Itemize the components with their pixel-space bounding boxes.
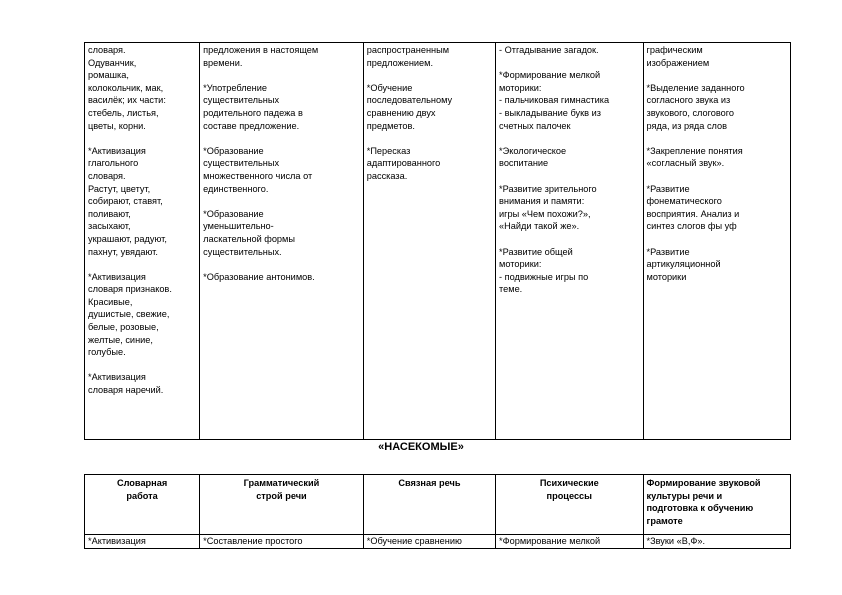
cell-paragraph: *Образование уменьшительно- ласкательной формы существительных.: [203, 208, 295, 257]
cell-paragraph: - Отгадывание загадок.: [499, 45, 599, 55]
header-mental-processes: Психические процессы: [496, 475, 643, 535]
cell-paragraph: *Пересказ адаптированного рассказа.: [366, 145, 441, 181]
table-cell-mental-processes: [496, 43, 643, 440]
cell-paragraph: словаря. Одуванчик, ромашка, колокольчик, мак, василёк; их части: стебель, листья, цветы, корни.: [88, 45, 166, 131]
table-cell-grammar: [200, 43, 364, 440]
cell-paragraph: *Развитие артикуляционной моторики: [646, 246, 721, 282]
table-row: [85, 43, 791, 440]
cell-paragraph: предложения в настоящем времени.: [203, 45, 319, 68]
table-cell-connected-speech: [363, 43, 495, 440]
lesson-plan-table-insects: [84, 474, 791, 549]
table-cell: *Звуки «В,Ф».: [643, 535, 791, 549]
cell-paragraph: *Выделение заданного согласного звука из звукового, слогового ряда, из ряда слов: [646, 82, 745, 131]
cell-paragraph: *Формирование мелкой моторики: - пальчиковая гимнастика - выкладывание букв из счетных палочек: [499, 70, 610, 131]
cell-paragraph: *Развитие общей моторики: - подвижные игры по теме.: [499, 246, 589, 295]
table-cell: *Составление простого: [200, 535, 364, 549]
table-cell: *Формирование мелкой: [496, 535, 643, 549]
cell-paragraph: распространенным предложением.: [366, 45, 450, 68]
cell-paragraph: *Развитие фонематического восприятия. Анализ и синтез слогов фы уф: [646, 183, 740, 232]
table-cell: *Обучение сравнению: [363, 535, 495, 549]
cell-paragraph: *Употребление существительных родительного падежа в составе предложение.: [203, 82, 303, 131]
lesson-plan-table-continued: [84, 42, 791, 440]
cell-paragraph: *Образование антонимов.: [203, 271, 315, 282]
section-title: «НАСЕКОМЫЕ»: [378, 441, 464, 453]
cell-paragraph: *Активизация глагольного словаря. Растут, цветут, собирают, ставят, поливают, засыхают, украшают, радуют, пахнут, увядают.: [88, 145, 167, 257]
table-cell-sound-culture: [643, 43, 791, 440]
header-grammar: Грамматический строй речи: [200, 475, 364, 535]
header-vocabulary: Словарная работа: [85, 475, 200, 535]
table-header-row: [85, 475, 791, 535]
cell-paragraph: *Развитие зрительного внимания и памяти: игры «Чем похожи?», «Найди такой же».: [499, 183, 597, 232]
cell-paragraph: *Закрепление понятия «согласный звук».: [646, 145, 743, 169]
header-connected-speech: Связная речь: [363, 475, 495, 535]
table-cell-vocabulary: [85, 43, 200, 440]
cell-paragraph: *Образование существительных множественного числа от единственного.: [203, 145, 313, 194]
cell-paragraph: *Активизация словаря наречий.: [88, 372, 164, 396]
cell-paragraph: графическим изображением: [646, 45, 710, 68]
cell-paragraph: *Экологическое воспитание: [499, 145, 567, 169]
cell-paragraph: *Активизация словаря признаков. Красивые, душистые, свежие, белые, розовые, желтые, синие, голубые.: [88, 271, 172, 358]
cell-paragraph: *Обучение последовательному сравнению двух предметов.: [366, 82, 453, 131]
header-sound-culture: Формирование звуковой культуры речи и подготовка к обучению грамоте: [643, 475, 791, 535]
table-row: [85, 535, 791, 549]
table-cell: *Активизация: [85, 535, 200, 549]
